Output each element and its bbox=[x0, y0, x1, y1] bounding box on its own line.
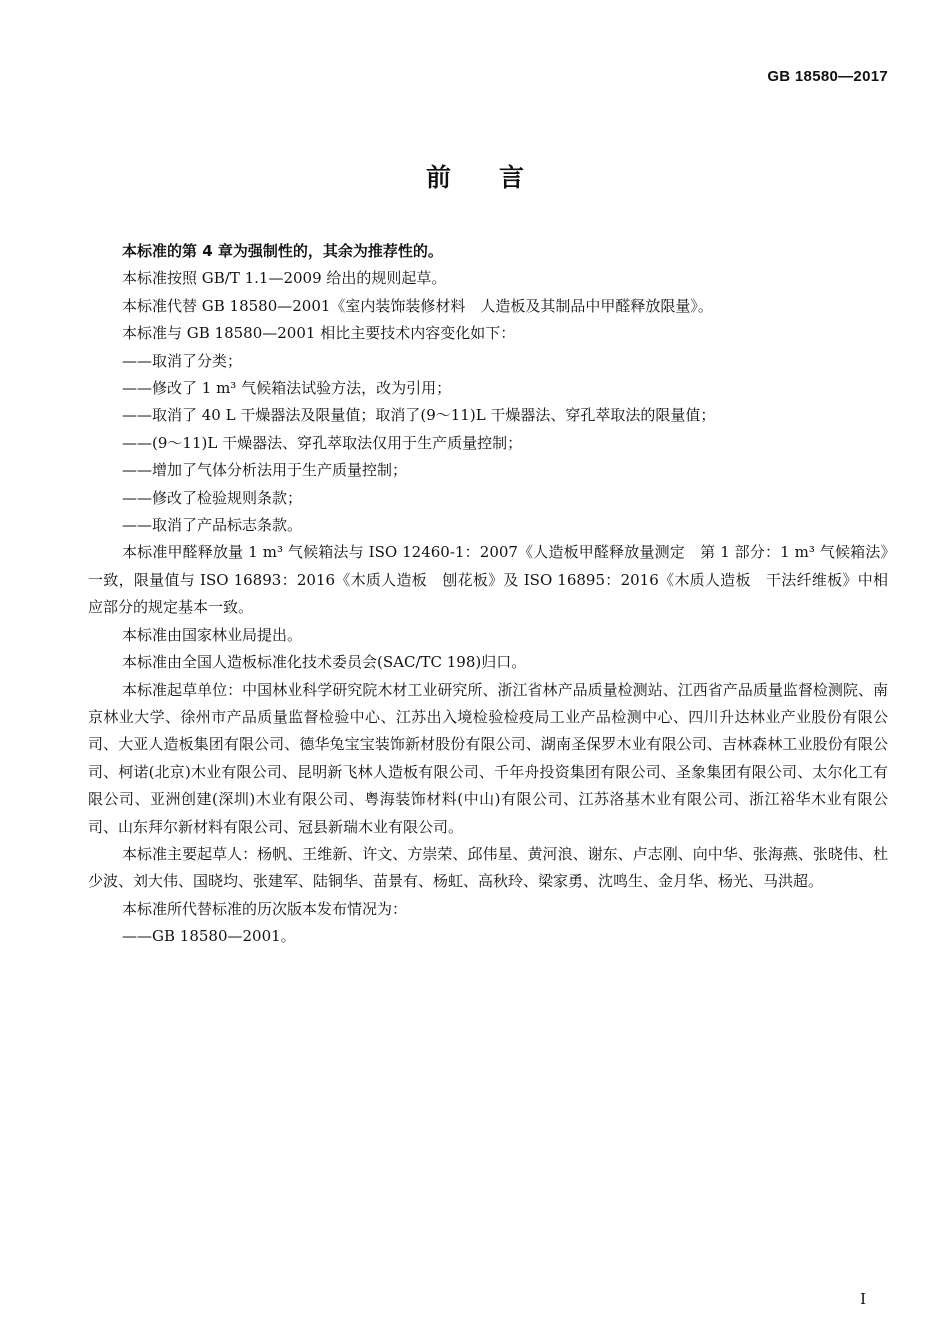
paragraph-replaces: 本标准代替 GB 18580—2001《室内装饰装修材料 人造板及其制品中甲醛释放限量》。 bbox=[122, 296, 713, 315]
change-item: ——取消了分类； bbox=[122, 351, 243, 370]
change-item: ——增加了气体分析法用于生产质量控制； bbox=[122, 461, 408, 480]
change-item: ——取消了产品标志条款。 bbox=[122, 516, 303, 535]
change-item: ——(9～11)L 干燥器法、穿孔萃取法仅用于生产质量控制； bbox=[122, 433, 523, 452]
paragraph-drafting-rules: 本标准按照 GB/T 1.1—2009 给出的规则起草。 bbox=[122, 269, 447, 288]
paragraph-proposed-by: 本标准由国家林业局提出。 bbox=[122, 625, 303, 644]
change-item: ——取消了 40 L 干燥器法及限量值；取消了(9～11)L 干燥器法、穿孔萃取法的限量值； bbox=[122, 406, 716, 425]
paragraph-drafting-units: 本标准起草单位：中国林业科学研究院木材工业研究所、浙江省林产品质量检测站、江西省产品质量监督检测院、南京林业大学、徐州市产品质量监督检验中心、江苏出入境检验检疫局工业产品检测中心、四川升达林业产业股份有限公司、大亚人造板集团有限公司、德华兔宝宝装饰新材股份有限公司、湖南圣保罗木业有限公司、吉林森林工业股份有限公司、柯诺(北京)木业有限公司、昆明新飞林人造板有限公司、千年舟投资集团有限公司、圣象集团有限公司、太尔化工有限公司、亚洲创建(深圳)木业有限公司、粤海装饰材料(中山)有限公司、江苏洛基木业有限公司、浙江裕华木业有限公司、山东拜尔新材料有限公司、冠县新瑞木业有限公司。 bbox=[88, 680, 888, 836]
paragraph-changes-intro: 本标准与 GB 18580—2001 相比主要技术内容变化如下： bbox=[122, 324, 516, 343]
change-item: ——修改了检验规则条款； bbox=[122, 488, 303, 507]
paragraph-under-jurisdiction: 本标准由全国人造板标准化技术委员会(SAC/TC 198)归口。 bbox=[122, 653, 527, 672]
paragraph-mandatory: 本标准的第 4 章为强制性的，其余为推荐性的。 bbox=[122, 242, 443, 260]
standard-code: GB 18580—2017 bbox=[767, 68, 888, 85]
change-item: ——修改了 1 m³ 气候箱法试验方法，改为引用； bbox=[122, 379, 452, 398]
document-body bbox=[88, 238, 888, 951]
page-number: I bbox=[860, 1290, 866, 1308]
paragraph-iso-consistency: 本标准甲醛释放量 1 m³ 气候箱法与 ISO 12460-1：2007《人造板甲醛释放量测定 第 1 部分：1 m³ 气候箱法》一致，限量值与 ISO 16893：2016《木质人造板 刨花板》及 ISO 16895：2016《木质人造板 干法纤维板》中相应部分的规定基本一致。 bbox=[88, 543, 888, 617]
paragraph-history-intro: 本标准所代替标准的历次版本发布情况为： bbox=[122, 899, 408, 918]
page-title: 前言 bbox=[425, 163, 572, 192]
history-item: ——GB 18580—2001。 bbox=[122, 927, 296, 946]
paragraph-drafters: 本标准主要起草人：杨帆、王维新、许文、方崇荣、邱伟星、黄河浪、谢东、卢志刚、向中华、张海燕、张晓伟、杜少波、刘大伟、国晓均、张建军、陆铜华、苗景有、杨虹、高秋玲、梁家勇、沈鸣生、金月华、杨光、马洪超。 bbox=[88, 844, 888, 891]
